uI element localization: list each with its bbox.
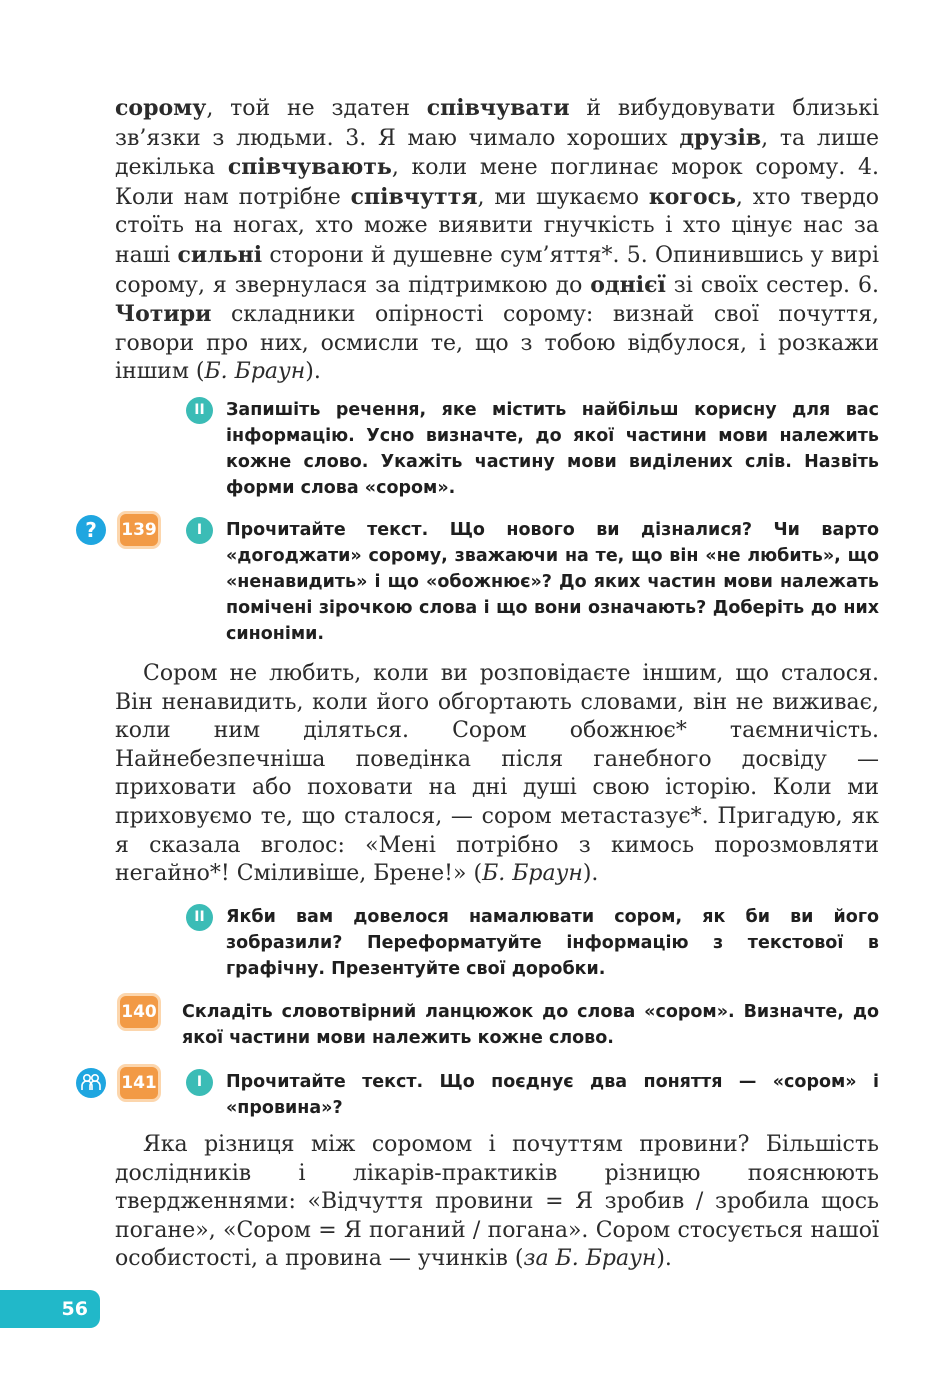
exercise-number-140: 140 — [117, 993, 161, 1031]
author-name: Б. Браун — [204, 359, 306, 385]
task-139-level-ii: Якби вам довелося намалювати сором, як би ви його зобразили? Переформатуйте інформацію з текстової в графічну. Презентуйте свої доробки. — [226, 907, 879, 979]
highlighted-word: сильні — [177, 241, 263, 268]
exercise-number-141: 141 — [117, 1064, 161, 1102]
exercise-141-task: Прочитайте текст. Що поєднує два поняття — «сором» і «провина»? — [226, 1072, 879, 1118]
exercise-140-task: Складіть словотвірний ланцюжок до слова «сором». Визначте, до якої частини мови належить кожне слово. — [182, 1002, 879, 1048]
author-name: Б. Браун — [482, 861, 583, 887]
level-ii-badge: II — [186, 397, 213, 424]
group-icon — [76, 1068, 106, 1098]
highlighted-word: співчувають — [227, 154, 392, 181]
level-i-badge: I — [186, 517, 213, 544]
highlighted-word: співчуття — [350, 183, 478, 210]
highlighted-word: сорому — [115, 95, 207, 121]
level-i-badge: I — [186, 1069, 213, 1096]
highlighted-word: когось — [648, 183, 736, 210]
question-icon: ? — [76, 515, 106, 545]
task-138-level-ii: Запишіть речення, яке містить найбільш корисну для вас інформацію. Усно визначте, до якої частини мови належить кожне слово. Укажіть частину мови виділених слів. Назвіть форми слова «сором». — [226, 400, 879, 498]
highlighted-word: Чотири — [115, 301, 212, 328]
group-icon-glyph — [76, 1068, 106, 1098]
text-paragraph-3: Яка різниця між соромом і почуттям провини? Більшість дослідників і лікарів-практиків різницю пояснюють твердженнями: «Відчуття провини = Я зробив / зробила щось погане», «Сором = Я поганий / погана». Сором стосується нашої особистості, а провина — учинків (за Б. Браун). — [115, 1132, 879, 1272]
source-citation: за Б. Браун — [523, 1246, 657, 1272]
highlighted-word: співчувати — [426, 95, 570, 121]
highlighted-word: однієї — [590, 271, 666, 298]
highlighted-word: друзів — [679, 124, 762, 151]
exercise-139-task: Прочитайте текст. Що нового ви дізналися? Чи варто «догоджати» сорому, зважаючи на те, що він «не любить», що «ненавидить» і що «обожнює»? До яких частин мови належать помічені зірочкою слова і що вони означають? Доберіть до них синоніми. — [226, 520, 879, 644]
page-number: 56 — [0, 1290, 100, 1328]
level-ii-badge: II — [186, 904, 213, 931]
text-paragraph-1: сорому, той не здатен співчувати й вибудовувати близькі зв’язки з людьми. 3. Я маю чимало хороших друзів, та лише декілька співчувають, коли мене поглинає морок сорому. 4. Коли нам потрібне співчуття, ми шукаємо когось, хто твердо стоїть на ногах, хто може виявити гнучкість і хто цінує нас за наші сильні сторони й душевне сум’яття*. 5. Опинившись у вирі сорому, я звернулася за підтримкою до однієї зі своїх сестер. 6. Чотири складники опірності сорому: визнай свої почуття, говори про них, осмисли те, що з тобою відбулося, і розкажи іншим (Б. Браун). — [115, 95, 880, 385]
text-paragraph-2: Сором не любить, коли ви розповідаєте іншим, що сталося. Він ненавидить, коли його обгортають словами, він не виживає, коли ним діляться. Сором обожнює* таємничість. Найнебезпечніша поведінка після ганебного досвіду — приховати або поховати на дні душі свою історію. Коли ми приховуємо те, що сталося, — сором метастазує*. Пригадую, як я сказала вголос: «Мені потрібно з кимось порозмовляти негайно*! Сміливіше, Брене!» (Б. Браун). — [115, 661, 879, 887]
exercise-number-139: 139 — [117, 511, 161, 549]
